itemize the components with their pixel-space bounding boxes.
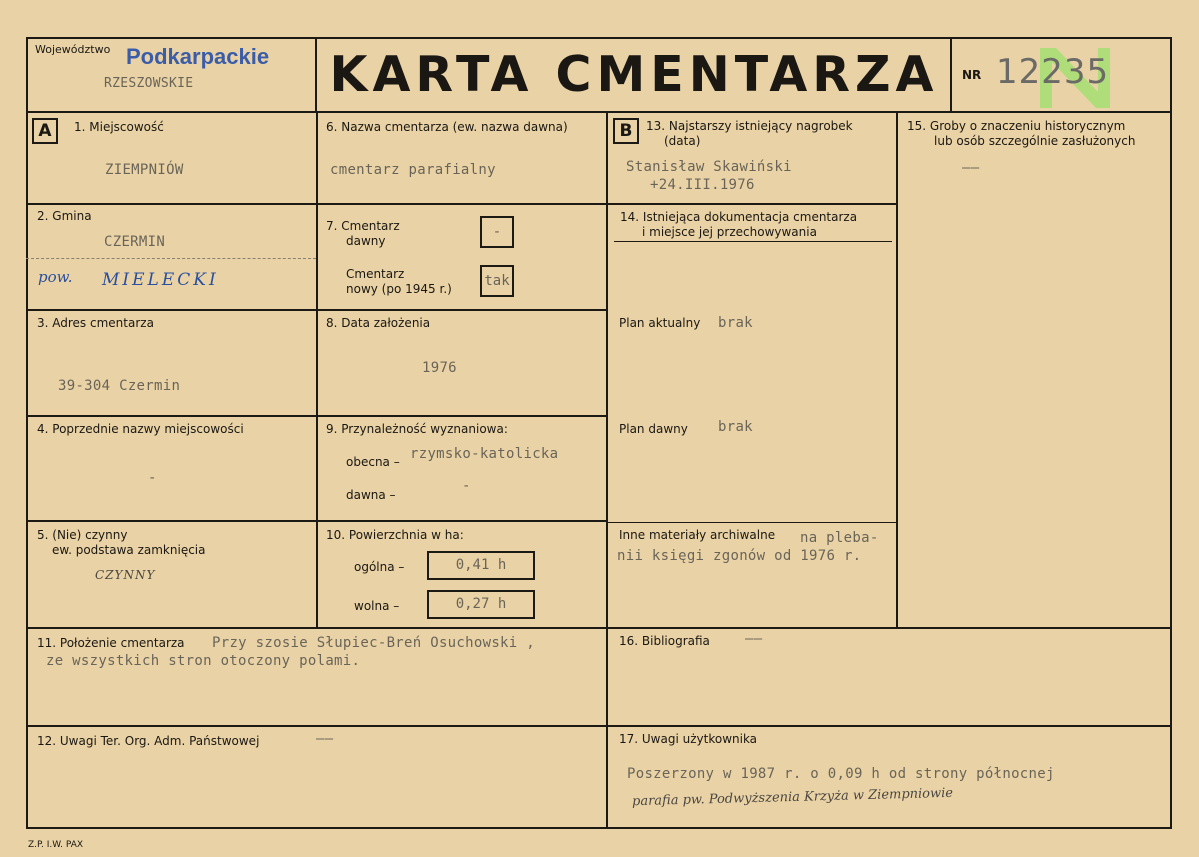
plan-dawny-value: brak (718, 419, 753, 435)
f1-label: 1. Miejscowość (74, 120, 164, 134)
f5-label-2: ew. podstawa zamknięcia (52, 543, 206, 557)
col-divider-3 (896, 111, 898, 628)
nr-label: NR (962, 68, 982, 82)
f13-value-1: Stanisław Skawiński (626, 159, 792, 175)
page-title: KARTA CMENTARZA (329, 46, 939, 103)
f15-label-1: 15. Groby o znaczeniu historycznym (907, 119, 1126, 133)
f1-value: ZIEMPNIÓW (105, 162, 184, 178)
f7-nowy-label-2: nowy (po 1945 r.) (346, 282, 452, 296)
f3-value: 39-304 Czermin (58, 378, 181, 394)
plan-dawny-label: Plan dawny (619, 422, 688, 436)
f9-label: 9. Przynależność wyznaniowa: (326, 422, 508, 436)
f9-obecna-value: rzymsko-katolicka (410, 446, 559, 462)
f7-label-2: dawny (346, 234, 386, 248)
f15-value: —— (962, 160, 980, 176)
f17-value: Poszerzony w 1987 r. o 0,09 h od strony północnej (627, 766, 1055, 782)
section-b-letter: B (613, 118, 639, 144)
header-bottom-rule (26, 111, 1172, 113)
f16-label: 16. Bibliografia (619, 634, 710, 648)
f16-value: —— (745, 631, 763, 647)
f7-label-1: 7. Cmentarz (326, 219, 400, 233)
wojewodztwo-typed: RZESZOWSKIE (104, 76, 194, 91)
row-rule-4 (26, 520, 606, 522)
f10-wolna-label: wolna – (354, 599, 400, 613)
header-divider-left (315, 37, 317, 112)
bottom-rule-2 (26, 725, 1172, 727)
f12-value: —— (316, 731, 334, 747)
f2-value: CZERMIN (104, 234, 166, 250)
col-divider-1 (316, 111, 318, 628)
f14-underline (614, 241, 892, 242)
row-rule-b (606, 203, 896, 205)
f5-value-hand: CZYNNY (95, 568, 156, 582)
f11-value-1: Przy szosie Słupiec-Breń Osuchowski , (212, 635, 535, 651)
f10-ogolna-box: 0,41 h (427, 551, 535, 580)
header-divider-right (950, 37, 952, 112)
printer-mark: Z.P. I.W. PAX (28, 840, 84, 850)
f17-hand: parafia pw. Podwyższenia Krzyża w Ziempniowie (631, 785, 954, 810)
f2-powiat-hand: MIELECKI (102, 270, 219, 290)
f17-label: 17. Uwagi użytkownika (619, 732, 758, 746)
f9-dawna-label: dawna – (346, 488, 396, 502)
f15-label-2: lub osób szczególnie zasłużonych (934, 134, 1136, 148)
f13-label-1: 13. Najstarszy istniejący nagrobek (646, 119, 853, 133)
plan-aktualny-label: Plan aktualny (619, 316, 701, 330)
f12-label: 12. Uwagi Ter. Org. Adm. Państwowej (37, 734, 260, 748)
f3-label: 3. Adres cmentarza (37, 316, 154, 330)
f4-label: 4. Poprzednie nazwy miejscowości (37, 422, 244, 436)
f4-value: - (148, 470, 157, 486)
f14-label-1: 14. Istniejąca dokumentacja cmentarza (620, 210, 858, 224)
col-divider-2 (606, 111, 608, 829)
inne-value-1: na pleba- (800, 530, 879, 546)
f13-label-2: (data) (664, 134, 701, 148)
f8-value: 1976 (422, 360, 457, 376)
inne-label: Inne materiały archiwalne (619, 528, 776, 542)
wojewodztwo-label: Województwo (35, 43, 111, 56)
f8-label: 8. Data założenia (326, 316, 431, 330)
row-rule-2 (26, 309, 606, 311)
plan-aktualny-value: brak (718, 315, 753, 331)
f2-dash-line (26, 258, 316, 259)
nr-value: 12235 (996, 52, 1110, 92)
f10-wolna-box: 0,27 h (427, 590, 535, 619)
f7-nowy-box: tak (480, 265, 514, 297)
f10-label: 10. Powierzchnia w ha: (326, 528, 464, 542)
bottom-rule-1 (26, 627, 1172, 629)
f6-value: cmentarz parafialny (330, 162, 496, 178)
f9-obecna-label: obecna – (346, 455, 400, 469)
f2-pow-hand: pow. (38, 268, 73, 286)
f7-dawny-box: - (480, 216, 514, 248)
f5-label-1: 5. (Nie) czynny (37, 528, 128, 542)
f13-value-2: +24.III.1976 (650, 177, 755, 193)
section-a-letter: A (32, 118, 58, 144)
f7-nowy-label-1: Cmentarz (346, 267, 405, 281)
row-rule-1 (26, 203, 606, 205)
inne-rule (606, 522, 896, 523)
wojewodztwo-stamp: Podkarpackie (126, 44, 270, 69)
f11-label: 11. Położenie cmentarza (37, 636, 185, 650)
f6-label: 6. Nazwa cmentarza (ew. nazwa dawna) (326, 120, 568, 134)
f10-ogolna-label: ogólna – (354, 560, 405, 574)
row-rule-3 (26, 415, 606, 417)
f14-label-2: i miejsce jej przechowywania (642, 225, 817, 239)
f9-dawna-value: - (462, 478, 471, 494)
inne-value-2: nii księgi zgonów od 1976 r. (617, 548, 862, 564)
f2-label: 2. Gmina (37, 209, 92, 223)
f11-value-2: ze wszystkich stron otoczony polami. (46, 653, 361, 669)
